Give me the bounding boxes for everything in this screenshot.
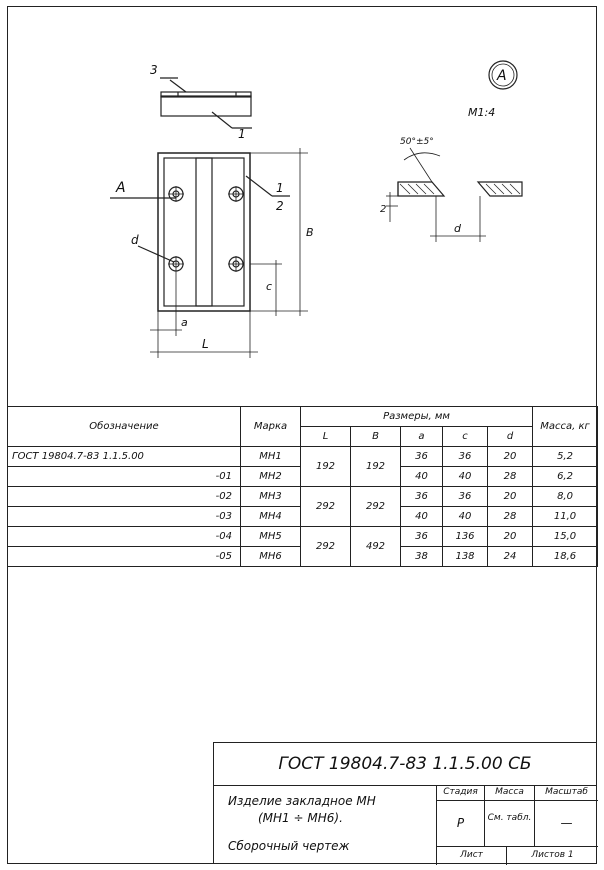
row-designation: -01 xyxy=(8,467,241,487)
header-designation: Обозначение xyxy=(8,407,241,447)
row-c: 40 xyxy=(443,507,488,527)
header-b: B xyxy=(351,427,401,447)
row-mass: 11,0 xyxy=(533,507,598,527)
sheets-count: Листов 1 xyxy=(506,847,598,865)
row-mark: МН6 xyxy=(241,547,301,567)
assembly-drawing xyxy=(0,0,604,406)
top-view-body xyxy=(161,96,251,116)
header-a: a xyxy=(401,427,443,447)
angle-label: 50°±5° xyxy=(400,137,434,147)
header-mass: Масса, кг xyxy=(533,407,598,447)
row-a: 40 xyxy=(401,467,443,487)
section-dim-d-label: d xyxy=(454,222,461,235)
group-l: 292 xyxy=(301,487,351,527)
mass-value: См. табл. xyxy=(484,801,534,847)
row-a: 36 xyxy=(401,447,443,467)
row-c: 36 xyxy=(443,447,488,467)
table-row xyxy=(8,527,598,547)
row-mass: 8,0 xyxy=(533,487,598,507)
section-dim-2-label: 2 xyxy=(380,204,387,215)
group-b: 492 xyxy=(351,527,401,567)
group-l: 292 xyxy=(301,527,351,567)
dim-c-label: c xyxy=(266,280,273,293)
row-a: 40 xyxy=(401,507,443,527)
section-a-label: A xyxy=(116,180,126,196)
row-d: 20 xyxy=(488,447,533,467)
title-block-grid xyxy=(436,785,598,865)
header-l: L xyxy=(301,427,351,447)
title-block xyxy=(213,742,597,864)
row-c: 138 xyxy=(443,547,488,567)
product-name-line-2: (МН1 ÷ МН6). xyxy=(258,811,343,825)
row-mark: МН4 xyxy=(241,507,301,527)
header-sizes: Размеры, мм xyxy=(301,407,533,427)
row-a: 38 xyxy=(401,547,443,567)
row-d: 28 xyxy=(488,507,533,527)
header-d: d xyxy=(488,427,533,447)
front-view-strip xyxy=(196,158,212,306)
scale-header: Масштаб xyxy=(534,785,598,801)
row-mark: МН5 xyxy=(241,527,301,547)
front-view-plate xyxy=(158,153,250,311)
row-d: 24 xyxy=(488,547,533,567)
row-mass: 5,2 xyxy=(533,447,598,467)
row-designation: -04 xyxy=(8,527,241,547)
row-mass: 6,2 xyxy=(533,467,598,487)
dim-b-label: B xyxy=(306,226,314,239)
stage-value: Р xyxy=(436,801,484,847)
product-name xyxy=(228,793,376,827)
row-d: 20 xyxy=(488,487,533,507)
pos-1-label: 1 xyxy=(276,181,284,195)
row-designation: ГОСТ 19804.7-83 1.1.5.00 xyxy=(8,447,241,467)
view-a-label: A xyxy=(497,68,507,84)
dim-a-label: a xyxy=(181,316,188,329)
sheet-label: Лист xyxy=(436,847,506,865)
pos-2-label: 2 xyxy=(276,199,284,213)
row-mass: 18,6 xyxy=(533,547,598,567)
table-row xyxy=(8,487,598,507)
row-c: 36 xyxy=(443,487,488,507)
document-type: Сборочный чертеж xyxy=(228,839,350,853)
group-b: 192 xyxy=(351,447,401,487)
dim-d-label: d xyxy=(131,233,139,247)
table-row xyxy=(8,447,598,467)
row-d: 28 xyxy=(488,467,533,487)
document-code: ГОСТ 19804.7-83 1.1.5.00 СБ xyxy=(214,743,596,786)
scale-value: — xyxy=(534,801,598,847)
row-d: 20 xyxy=(488,527,533,547)
specification-table xyxy=(7,406,598,567)
dim-l-label: L xyxy=(202,337,209,351)
row-designation: -03 xyxy=(8,507,241,527)
row-mark: МН3 xyxy=(241,487,301,507)
pos-3-label: 3 xyxy=(150,63,158,77)
row-a: 36 xyxy=(401,487,443,507)
row-c: 40 xyxy=(443,467,488,487)
header-c: c xyxy=(443,427,488,447)
stage-header: Стадия xyxy=(436,785,484,801)
row-mark: МН2 xyxy=(241,467,301,487)
group-l: 192 xyxy=(301,447,351,487)
group-b: 292 xyxy=(351,487,401,527)
row-mass: 15,0 xyxy=(533,527,598,547)
row-designation: -02 xyxy=(8,487,241,507)
pos-1-label-top: 1 xyxy=(238,127,246,141)
header-mark: Марка xyxy=(241,407,301,447)
scale-label: М1:4 xyxy=(468,106,496,119)
product-name-line-1: Изделие закладное МН xyxy=(228,794,376,808)
row-designation: -05 xyxy=(8,547,241,567)
row-c: 136 xyxy=(443,527,488,547)
mass-header: Масса xyxy=(484,785,534,801)
row-a: 36 xyxy=(401,527,443,547)
row-mark: МН1 xyxy=(241,447,301,467)
